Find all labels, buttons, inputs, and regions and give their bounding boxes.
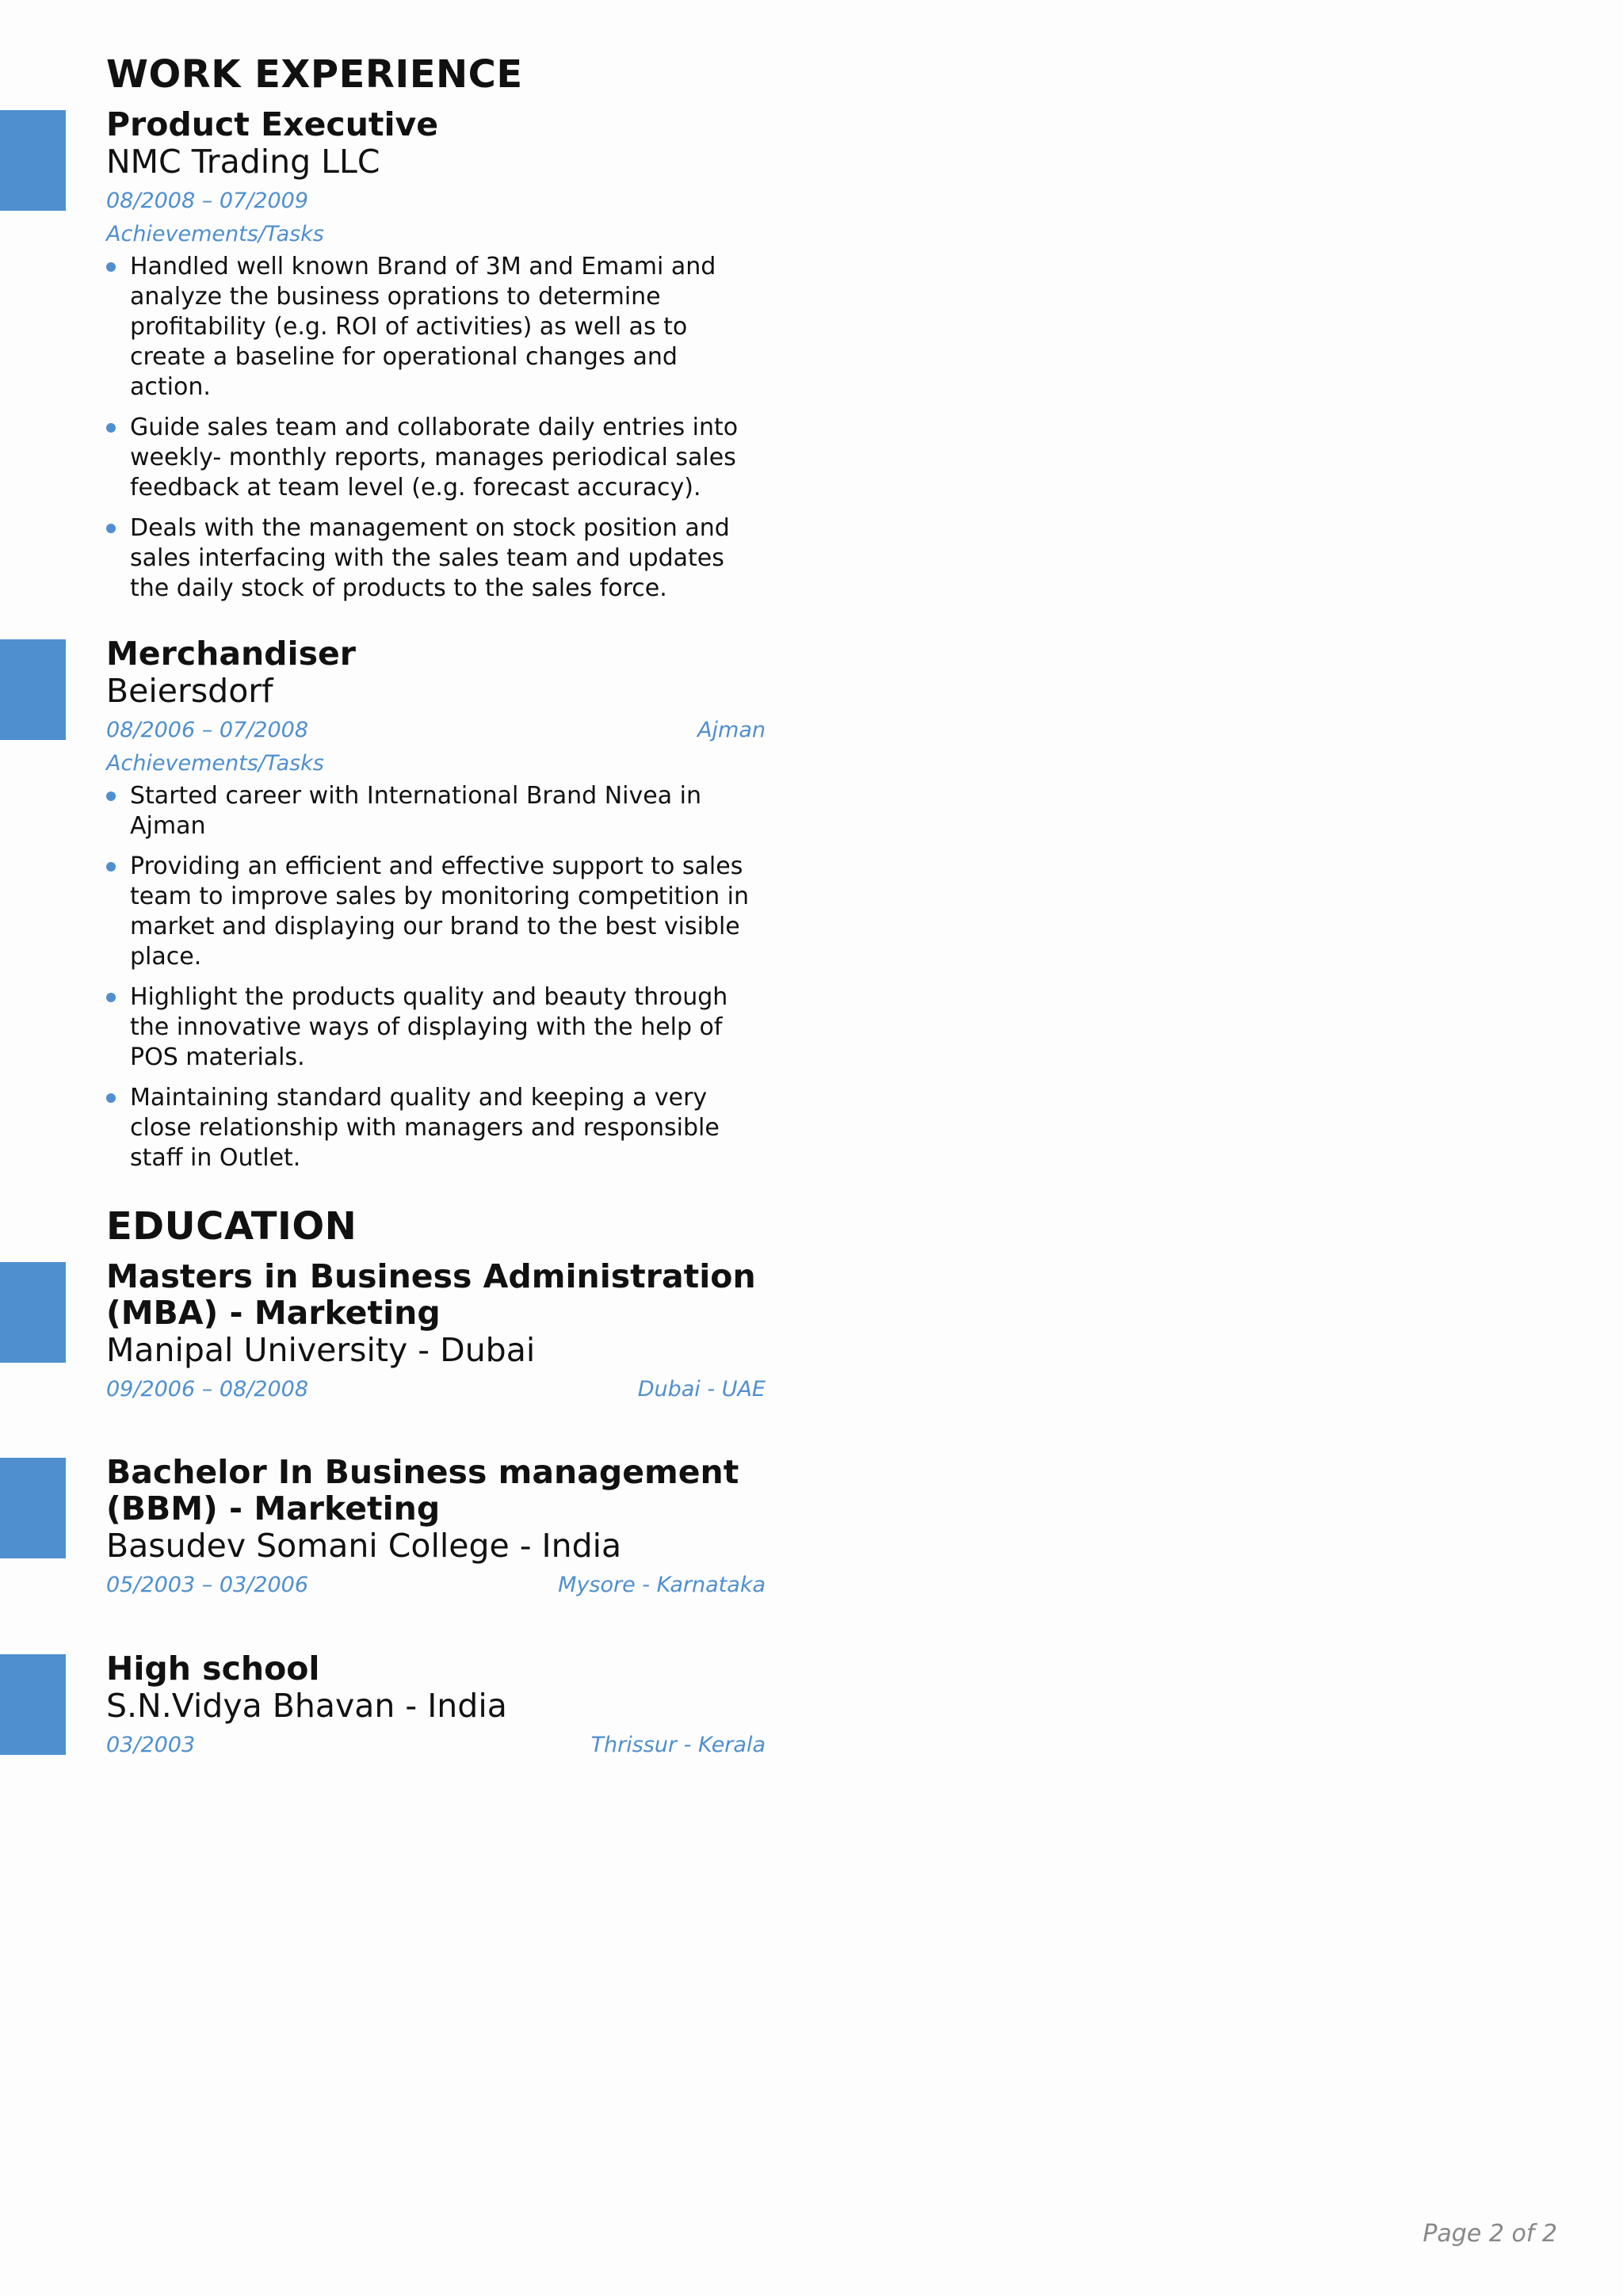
job-meta bbox=[106, 715, 766, 746]
task-item bbox=[106, 982, 766, 1073]
degree-title: High school bbox=[106, 1650, 320, 1688]
education-location: Dubai - UAE bbox=[637, 1377, 766, 1402]
education-entry bbox=[106, 1650, 766, 1761]
task-item bbox=[106, 252, 766, 402]
task-text: Handled well known Brand of 3M and Emami and analyze the business oprations to determine profitability (e.g. ROI of activities) as well as to create a baseline for operational changes and action. bbox=[130, 253, 716, 401]
degree-title: Masters in Business Administration (MBA) - Marketing bbox=[106, 1257, 756, 1332]
job-meta bbox=[106, 185, 766, 217]
job-entry-merchandiser bbox=[106, 635, 766, 1184]
entry-marker bbox=[0, 110, 66, 211]
education-meta bbox=[106, 1730, 766, 1761]
task-text: Maintaining standard quality and keeping a very close relationship with managers and responsible staff in Outlet. bbox=[130, 1084, 720, 1172]
education-dates: 05/2003 – 03/2006 bbox=[106, 1573, 308, 1597]
bullet-dot-icon bbox=[106, 993, 116, 1002]
entry-marker bbox=[0, 1458, 66, 1558]
task-list bbox=[106, 252, 766, 604]
company-name: NMC Trading LLC bbox=[106, 143, 380, 181]
section-title-education: EDUCATION bbox=[106, 1204, 357, 1249]
company-name: Beiersdorf bbox=[106, 672, 273, 710]
entry-marker bbox=[0, 1262, 66, 1363]
tasks-label: Achievements/Tasks bbox=[106, 222, 324, 246]
education-meta bbox=[106, 1374, 766, 1405]
task-text: Guide sales team and collaborate daily entries into weekly- monthly reports, manages periodical sales feedback at team level (e.g. forecast accuracy). bbox=[130, 414, 739, 502]
task-text: Started career with International Brand Nivea in Ajman bbox=[130, 782, 701, 840]
section-title-work-experience: WORK EXPERIENCE bbox=[106, 52, 523, 97]
task-text: Deals with the management on stock position and sales interfacing with the sales team and updates the daily stock of products to the sales force. bbox=[130, 514, 730, 602]
task-item bbox=[106, 852, 766, 972]
education-meta bbox=[106, 1569, 766, 1601]
education-dates: 03/2003 bbox=[106, 1733, 196, 1757]
page-number: Page 2 of 2 bbox=[1423, 2220, 1557, 2248]
task-text: Highlight the products quality and beauty through the innovative ways of displaying with the help of POS materials. bbox=[130, 983, 728, 1071]
education-entry bbox=[106, 1454, 766, 1601]
entry-marker bbox=[0, 1654, 66, 1755]
job-title: Merchandiser bbox=[106, 635, 357, 673]
tasks-label: Achievements/Tasks bbox=[106, 751, 324, 776]
bullet-dot-icon bbox=[106, 1093, 116, 1103]
school-name: Basudev Somani College - India bbox=[106, 1527, 622, 1565]
task-item bbox=[106, 513, 766, 604]
entry-marker bbox=[0, 639, 66, 740]
job-dates: 08/2008 – 07/2009 bbox=[106, 189, 308, 213]
school-name: S.N.Vidya Bhavan - India bbox=[106, 1687, 507, 1725]
degree-title: Bachelor In Business management (BBM) - Marketing bbox=[106, 1453, 739, 1527]
bullet-dot-icon bbox=[106, 862, 116, 871]
job-entry-product-executive bbox=[106, 106, 766, 614]
bullet-dot-icon bbox=[106, 423, 116, 433]
task-item bbox=[106, 781, 766, 841]
bullet-dot-icon bbox=[106, 791, 116, 801]
task-list bbox=[106, 781, 766, 1173]
task-item bbox=[106, 1083, 766, 1173]
education-location: Thrissur - Kerala bbox=[590, 1733, 766, 1757]
education-dates: 09/2006 – 08/2008 bbox=[106, 1377, 308, 1402]
job-dates: 08/2006 – 07/2008 bbox=[106, 718, 308, 742]
bullet-dot-icon bbox=[106, 262, 116, 272]
bullet-dot-icon bbox=[106, 524, 116, 533]
task-item bbox=[106, 413, 766, 503]
task-text: Providing an efficient and effective support to sales team to improve sales by monitoring competition in market and displaying our brand to the best visible place. bbox=[130, 852, 750, 971]
job-title: Product Executive bbox=[106, 105, 439, 143]
job-location: Ajman bbox=[697, 718, 766, 742]
education-entry bbox=[106, 1258, 766, 1405]
school-name: Manipal University - Dubai bbox=[106, 1331, 536, 1369]
education-location: Mysore - Karnataka bbox=[558, 1573, 766, 1597]
